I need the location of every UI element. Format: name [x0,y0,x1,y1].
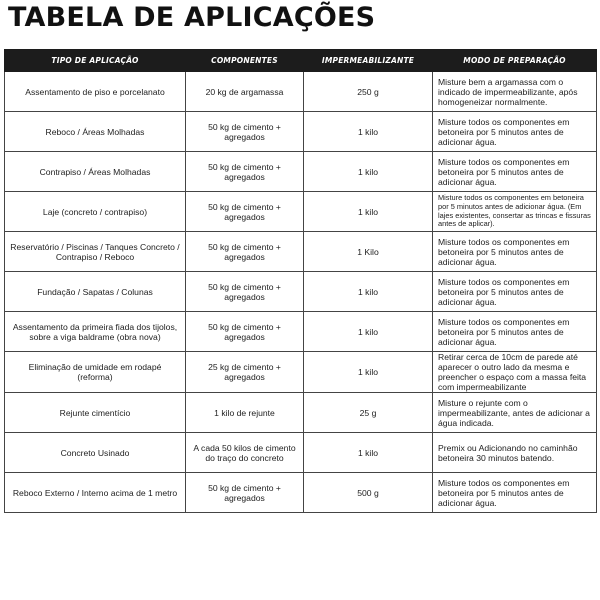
cell-impermeabilizante: 25 g [304,393,433,433]
table-row [5,433,597,473]
cell-modo: Misture todos os componentes em betoneira por 5 minutos antes de adicionar água. [433,312,597,352]
cell-impermeabilizante: 1 kilo [304,192,433,232]
cell-componentes: 1 kilo de rejunte [186,393,304,433]
cell-tipo: Rejunte cimentício [5,393,186,433]
cell-impermeabilizante: 1 kilo [304,272,433,312]
cell-modo: Misture o rejunte com o impermeabilizante, antes de adicionar a água indicada. [433,393,597,433]
header-tipo: TIPO DE APLICAÇÃO [5,50,186,72]
table-row [5,192,597,232]
cell-modo: Misture todos os componentes em betoneira por 5 minutos antes de adicionar água. [433,112,597,152]
cell-tipo: Assentamento de piso e porcelanato [5,72,186,112]
cell-componentes: 50 kg de cimento + agregados [186,473,304,513]
table-row [5,152,597,192]
table-row [5,112,597,152]
cell-impermeabilizante: 1 Kilo [304,232,433,272]
cell-modo: Retirar cerca de 10cm de parede até aparecer o outro lado da mesma e preencher o espaço com a massa feita com impermeabilizante [433,352,597,393]
cell-modo: Misture bem a argamassa com o indicado de impermeabilizante, após homogeneizar normalmente. [433,72,597,112]
table-row [5,393,597,433]
cell-impermeabilizante: 500 g [304,473,433,513]
table-row [5,352,597,393]
cell-tipo: Assentamento da primeira fiada dos tijolos, sobre a viga baldrame (obra nova) [5,312,186,352]
cell-impermeabilizante: 1 kilo [304,112,433,152]
cell-impermeabilizante: 1 kilo [304,312,433,352]
cell-modo: Misture todos os componentes em betoneira por 5 minutos antes de adicionar água. (Em lajes existentes, consertar as trincas e fissuras antes de aplicar). [433,192,597,232]
cell-impermeabilizante: 1 kilo [304,433,433,473]
cell-componentes: 50 kg de cimento + agregados [186,232,304,272]
cell-modo: Misture todos os componentes em betoneira por 5 minutos antes de adicionar água. [433,272,597,312]
table-header [5,50,597,72]
cell-componentes: 25 kg de cimento + agregados [186,352,304,393]
cell-tipo: Concreto Usinado [5,433,186,473]
cell-tipo: Reboco / Áreas Molhadas [5,112,186,152]
cell-modo: Misture todos os componentes em betoneira por 5 minutos antes de adicionar água. [433,473,597,513]
cell-componentes: 50 kg de cimento + agregados [186,152,304,192]
cell-modo: Premix ou Adicionando no caminhão betoneira 30 minutos batendo. [433,433,597,473]
table-row [5,473,597,513]
cell-impermeabilizante: 1 kilo [304,152,433,192]
cell-componentes: 20 kg de argamassa [186,72,304,112]
cell-impermeabilizante: 250 g [304,72,433,112]
table-row [5,272,597,312]
table-row [5,232,597,272]
cell-componentes: A cada 50 kilos de cimento do traço do concreto [186,433,304,473]
table-row [5,312,597,352]
cell-modo: Misture todos os componentes em betoneira por 5 minutos antes de adicionar água. [433,232,597,272]
cell-tipo: Fundação / Sapatas / Colunas [5,272,186,312]
header-componentes: COMPONENTES [186,50,304,72]
cell-componentes: 50 kg de cimento + agregados [186,192,304,232]
cell-componentes: 50 kg de cimento + agregados [186,112,304,152]
cell-tipo: Laje (concreto / contrapiso) [5,192,186,232]
cell-tipo: Reboco Externo / Interno acima de 1 metro [5,473,186,513]
cell-tipo: Reservatório / Piscinas / Tanques Concreto / Contrapiso / Reboco [5,232,186,272]
header-modo: MODO DE PREPARAÇÃO [433,50,597,72]
cell-impermeabilizante: 1 kilo [304,352,433,393]
header-impermeabilizante: IMPERMEABILIZANTE [304,50,433,72]
applications-table [4,49,597,513]
table-row [5,72,597,112]
table-body [5,72,597,513]
cell-tipo: Eliminação de umidade em rodapé (reforma) [5,352,186,393]
cell-modo: Misture todos os componentes em betoneira por 5 minutos antes de adicionar água. [433,152,597,192]
page-title: TABELA DE APLICAÇÕES [8,2,376,33]
cell-componentes: 50 kg de cimento + agregados [186,312,304,352]
cell-tipo: Contrapiso / Áreas Molhadas [5,152,186,192]
cell-componentes: 50 kg de cimento + agregados [186,272,304,312]
header-row [5,50,597,72]
